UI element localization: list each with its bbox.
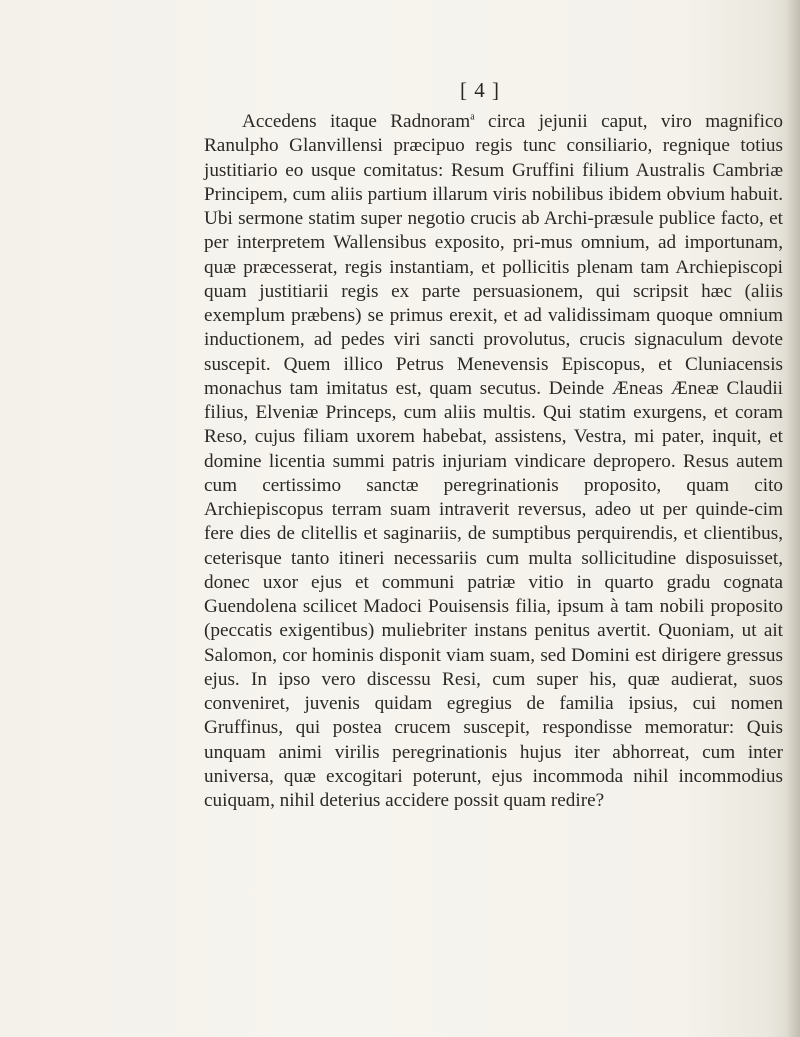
paragraph-body: circa jejunii caput, viro magnifico Ranulpho Glanvillensi præcipuo regis tunc consiliario, regnique totius justitiario eo usque comitatus: Resum Gruffini filium Australis Cambriæ Principem, cum aliis partium illarum viris nobilibus ibidem obvium habuit. Ubi sermone statim super negotio crucis ab Archi-præsule publice facto, et per interpretem Wallensibus exposito, pri-mus omnium, ad importunam, quæ præcesserat, regis instantiam, et pollicitis plenam tam Archiepiscopi quam justitiarii regis ex parte persuasionem, qui scripsit hæc (aliis exemplum præbens) se primus erexit, et ad validissimam quoque omnium inductionem, ad pedes viri sancti provolutus, crucis signaculum devote suscepit. Quem illico Petrus Menevensis Episcopus, et Cluniacensis monachus tam imitatus est, quam secutus. Deinde Æneas Æneæ Claudii filius, Elveniæ Princeps, cum aliis multis. Qui statim exurgens, et coram Reso, cujus filiam uxorem habebat, assistens, Vestra, mi pater, inquit, et domine licentia summi patris injuriam vindicare depropero. Resus autem cum certissimo sanctæ peregrinationis proposito, quam cito Archiepiscopus terram suam intraverit reversus, adeo ut per quinde-cim fere dies de clitellis et saginariis, de sumptibus perquirendis, et clientibus, ceterisque tanto itineri necessariis cum multa sollicitudine disposuisset, donec uxor ejus et communi patriæ vitio in quarto gradu cognata Guendolena scilicet Madoci Pouisensis filia, ipsum à tam nobili proposito (peccatis exigentibus) muliebriter instans penitus avertit. Quoniam, ut ait Salomon, cor hominis disponit viam suam, sed Domini est dirigere gressus ejus. In ipso vero discessu Resi, cum super his, quæ audierat, suos conveniret, juvenis quidam egregius de familia ipsius, cui nomen Gruffinus, qui postea crucem suscepit, respondisse memoratur: Quis unquam animi virilis peregrinationis hujus iter abhorreat, cum inter universa, quæ excogitari poterunt, ejus incommoda nihil incommodius cuiquam, nihil deterius accidere possit quam redire?	[204, 111, 784, 811]
paragraph-opening: Accedens itaque Radnoram	[242, 111, 471, 132]
page-number: [ 4 ]	[460, 78, 500, 102]
footnote-marker: a	[470, 111, 475, 123]
page-edge-shadow	[786, 0, 800, 1037]
body-paragraph	[204, 110, 783, 813]
